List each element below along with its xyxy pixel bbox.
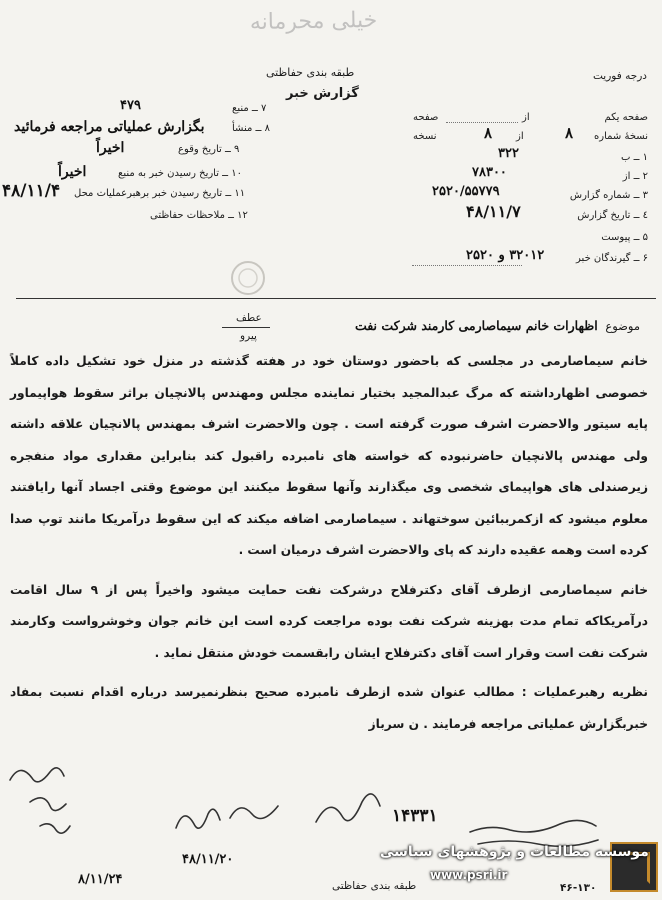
reference-peyro-label: پیرو <box>240 330 257 342</box>
report-title: گزارش خبر <box>286 86 359 101</box>
field-1-label: ۱ ــ ب <box>620 152 648 163</box>
top-stamp: خیلی محرمانه <box>249 7 378 36</box>
classification-label-bottom: طبقه بندی حفاظتی <box>332 880 417 892</box>
field-3-value: ۲۵۲۰/۵۵۷۷۹ <box>432 184 500 199</box>
field-9-value: اخیراً <box>96 140 125 156</box>
handwritten-date-center: ۴۸/۱۱/۲۰ <box>182 852 234 867</box>
copy-number-value: ۸ <box>565 124 574 142</box>
page-code: ۴۶-۱۳۰ <box>560 882 597 894</box>
report-body <box>10 346 648 740</box>
reference-divider <box>222 327 270 328</box>
field-7-label: ۷ ــ منبع <box>232 103 267 114</box>
field-4-value: ۴۸/۱۱/۷ <box>466 202 521 221</box>
reference-atf-label: عطف <box>236 312 262 324</box>
field-2-label: ۲ ــ از <box>622 171 648 182</box>
emboss-seal-icon <box>228 258 268 298</box>
copy-number-label: نسخهٔ شماره <box>594 131 648 142</box>
handwritten-number: ۱۴۳۳۱ <box>392 806 438 826</box>
field-4-label: ٤ ــ تاریخ گزارش <box>577 210 648 221</box>
classification-label-top: طبقه بندی حفاظتی <box>266 66 355 79</box>
field-10-value: اخیراً <box>58 164 87 180</box>
body-paragraph-3: نظریه رهبرعملیات : مطالب عنوان شده ازطرف نامبرده صحیح بنظرنمیرسد درباره اقدام نسبت بمفاد خبربگزارش عملیاتی مراجعه فرمایند . ن سرباز <box>10 685 648 731</box>
dotted-line <box>412 265 522 266</box>
subject-label: موضوع <box>605 319 640 333</box>
field-11-label: ۱۱ ــ تاریخ رسیدن خبر برهبرعملیات محل <box>74 188 246 199</box>
field-8-value: بگزارش عملیاتی مراجعه فرمائید <box>14 119 205 135</box>
urgency-label: درجه فوریت <box>593 70 647 82</box>
watermark-text: موسسه مطالعات و پژوهشهای سیاسی <box>380 844 649 860</box>
handwritten-date-left: ۸/۱۱/۲۴ <box>78 872 123 887</box>
copy-word: نسخه <box>413 131 437 142</box>
copy-total-value: ۸ <box>484 124 493 142</box>
watermark-url: www.psri.ir <box>430 868 508 882</box>
field-3-label: ۳ ــ شماره گزارش <box>569 190 648 201</box>
field-2-value: ۷۸۳۰۰ <box>472 165 507 180</box>
subject-row <box>355 318 640 333</box>
body-paragraph-2: خانم سیماصارمی ازطرف آقای دکترفلاح درشرکت نفت حمایت میشود واخیراً پس از ۹ سال اقامت درآمریکاکه تمام مدت بهزینه شرکت نفت بوده مراجعت کرده است این خانم جوان وخوشرواست وکارمند شرکت نفت است وقرار است آقای دکترفلاح ایشان رابقسمت خودش منتقل نماید . <box>10 582 649 660</box>
field-1-value: ۳۲۲ <box>498 146 519 161</box>
field-5-label: ۵ ــ پیوست <box>601 232 648 243</box>
field-10-label: ۱۰ ــ تاریخ رسیدن خبر به منبع <box>118 168 242 179</box>
from-label: از <box>522 112 530 123</box>
divider-line <box>16 298 656 299</box>
field-12-label: ۱۲ ــ ملاحظات حفاظتی <box>150 210 248 221</box>
subject-text: اظهارات خانم سیماصارمی کارمند شرکت نفت <box>354 318 598 333</box>
field-6-value: ۳۲۰۱۲ و ۲۵۲۰ <box>466 248 545 263</box>
body-paragraph-1: خانم سیماصارمی در مجلسی که باحضور دوستان خود در هفته گذشته در منزل خود تشکیل داده کاملاً خصوصی اظهارداشته که مرگ عبدالمجید بختیار نماینده مجلس ومهندس پالانچیان براثر سقوط هواپیماور پایه سیتور والاحضرت اشرف صورت گرفته است . چون والاحضرت اشرف بمهندس پالانچیان علاقه داشته ولی مهندس پالانچیان حاضرنبوده که خواسته های نامبرده راقبول کند بنابراین مقداری مواد منفجره زیرصندلی های هواپیمای شخصی وی میگذارند وآنها سقوط میکنند این موضوع وقتی اجساد آنها رایافتند معلوم میشود که ازکمرببائین سوختهاند . سیماصارمی اضافه میکند که این سقوط درآمریکا مانند توپ صدا کرده است وهمه عقیده دارند که پای والاحضرت اشرف درمیان است . <box>10 354 648 557</box>
page-word: صفحه <box>413 112 439 123</box>
from-copy-label: از <box>516 131 524 142</box>
field-8-label: ۸ ــ منشأ <box>232 123 270 134</box>
field-6-label: ۶ ــ گیرندگان خبر <box>576 253 648 264</box>
dotted-line <box>446 122 518 123</box>
field-9-label: ۹ ــ تاریخ وقوع <box>178 144 240 155</box>
field-7-value: ۴۷۹ <box>120 98 141 113</box>
field-11-value: ۴۸/۱۱/۴ <box>2 181 61 201</box>
page-label: صفحه یکم <box>604 112 648 123</box>
